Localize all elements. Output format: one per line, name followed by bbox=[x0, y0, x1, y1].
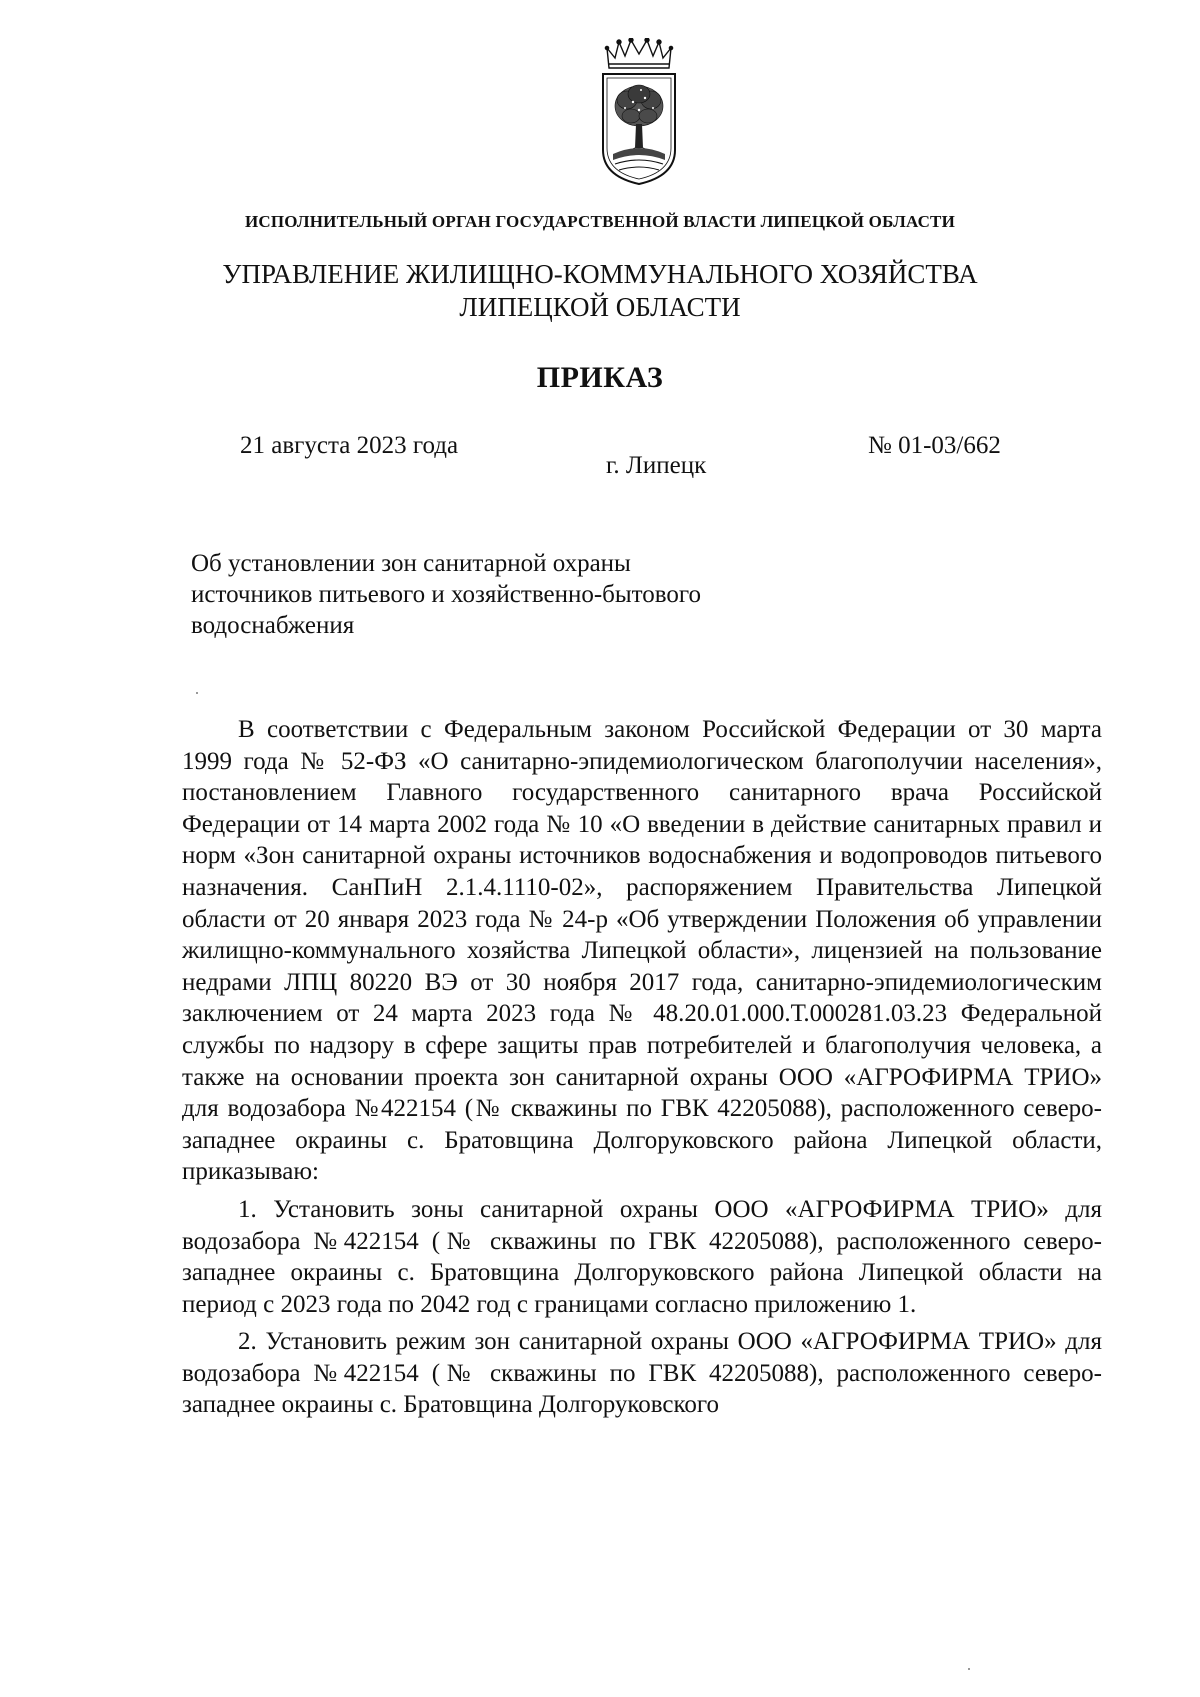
department-name-line2: ЛИПЕЦКОЙ ОБЛАСТИ bbox=[459, 292, 741, 322]
subject-line3: водоснабжения bbox=[191, 612, 355, 639]
department-name-line1: УПРАВЛЕНИЕ ЖИЛИЩНО-КОММУНАЛЬНОГО ХОЗЯЙСТВА bbox=[222, 259, 978, 289]
order-item-1: 1. Установить зоны санитарной охраны ООО «АГРОФИРМА ТРИО» для водозабора №422154 (№ скважины по ГВК 42205088), расположенного северо-западнее окраины с. Братовщина Долгоруковского района Липецкой области на период с 2023 года по 2042 год с границами согласно приложению 1. bbox=[182, 1195, 1102, 1318]
department-name bbox=[0, 258, 1200, 324]
document-subject bbox=[191, 548, 891, 641]
order-item-2: 2. Установить режим зон санитарной охраны ООО «АГРОФИРМА ТРИО» для водозабора №422154 (№ скважины по ГВК 42205088), расположенного северо-западнее окраины с. Братовщина Долгоруковского bbox=[182, 1328, 1102, 1419]
coat-of-arms-icon bbox=[595, 38, 683, 188]
subject-line1: Об установлении зон санитарной охраны bbox=[191, 550, 631, 577]
scan-speck bbox=[196, 692, 198, 694]
document-city: г. Липецк bbox=[606, 452, 707, 479]
document-type-title: ПРИКАЗ bbox=[536, 361, 664, 394]
subject-line2: источников питьевого и хозяйственно-бытового bbox=[191, 581, 702, 608]
document-date: 21 августа 2023 года bbox=[240, 432, 459, 459]
scan-speck bbox=[968, 1668, 970, 1670]
preamble-paragraph: В соответствии с Федеральным законом Российской Федерации от 30 марта 1999 года № 52-ФЗ «О санитарно-эпидемиологическом благополучии населения», постановлением Главного государственного санитарного врача Российской Федерации от 14 марта 2002 года № 10 «О введении в действие санитарных правил и норм «Зон санитарной охраны источников водоснабжения и водопроводов питьевого назначения. СанПиН 2.1.4.1110-02», распоряжением Правительства Липецкой области от 20 января 2023 года № 24-р «Об утверждении Положения об управлении жилищно-коммунального хозяйства Липецкой области», лицензией на пользование недрами ЛПЦ 80220 ВЭ от 30 ноября 2017 года, санитарно-эпидемиологическим заключением от 24 марта 2023 года № 48.20.01.000.Т.000281.03.23 Федеральной службы по надзору в сфере защиты прав потребителей и благополучия человека, а также на основании проекта зон санитарной охраны ООО «АГРОФИРМА ТРИО» для водозабора №422154 (№ скважины по ГВК 42205088), расположенного северо-западнее окраины с. Братовщина Долгоруковского района Липецкой области, приказываю: bbox=[182, 716, 1102, 1186]
document-number: № 01-03/662 bbox=[868, 432, 1001, 459]
document-body bbox=[182, 714, 1102, 1421]
issuing-authority: ИСПОЛНИТЕЛЬНЫЙ ОРГАН ГОСУДАРСТВЕННОЙ ВЛАСТИ ЛИПЕЦКОЙ ОБЛАСТИ bbox=[244, 212, 956, 231]
